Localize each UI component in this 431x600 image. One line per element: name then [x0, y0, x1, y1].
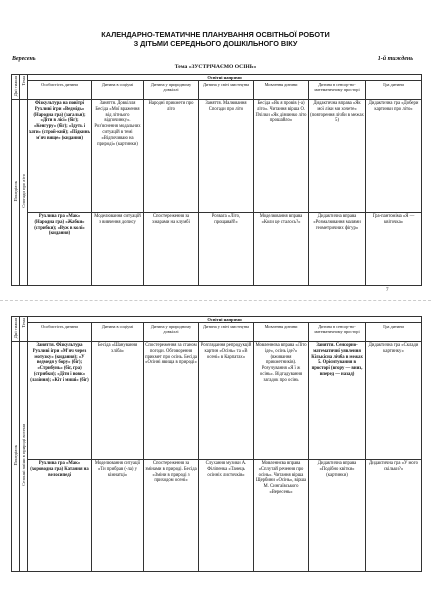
header-col: Дитина у світі мистецтва — [199, 81, 254, 100]
header-day: Дні тижня — [12, 75, 20, 100]
table-cell: Слухання музики А. Філіпенка «Танець осінніх листочків» — [199, 460, 254, 572]
table-cell: Дидактична вправа «Розмалювання малями геометричних фігур» — [309, 213, 366, 286]
table-cell: Заняття. Фізкультура Рухливі ігри «М'яч через мотузку» (кидання); «У ведмедя у бору» (біг); «Стрибунь» (біг, гра) (стрибки); «Діти і вовк» (лазіння); «Кіт і миші» (біг) — [28, 342, 92, 460]
table-cell: Спостереження за хмарами на клумбі — [144, 213, 199, 286]
theme-heading — [0, 64, 431, 70]
header-col: Дитина в сенсор-но-математичному просторі — [309, 81, 366, 100]
day-cell: Понеділок — [12, 342, 20, 572]
header-col: Дитина у природному довкіллі — [144, 323, 199, 342]
topic-cell: Сезонні зміни в природі восени — [20, 342, 28, 572]
table-row — [12, 213, 422, 286]
header-col: Дитина в соціумі — [92, 81, 144, 100]
header-col: Дитина у природному довкіллі — [144, 81, 199, 100]
page-divider — [0, 300, 431, 301]
header-col: Мовлення дитини — [254, 81, 309, 100]
table-cell: Заняття. Довкілля Бесіда «Мої враження від літнього відпочинку». Роз'яснення модальних ситуацій в темі «Відпочиваю на природі» (картинки) — [92, 100, 144, 213]
table-cell: Дидактична гра «У мого скільки?» — [366, 460, 422, 572]
table-cell: Фізкультура на повітрі Рухливі ігри «Ведмідь» (Народна гра) (загальн); «Діти в лісі» (біг); «Кенгуру» (біг); «Ідуть і хати» (строй-кий); «Підкинь м'яч вище» (кидання) — [28, 100, 92, 213]
table-cell: Дидактична вправа «Подібно квітки» (картинки) — [309, 460, 366, 572]
table-row — [12, 460, 422, 572]
table-cell: Мовленнєва вправа «Сплутай речення про осінь». Читання вірша Щербини «Осінь», вірша М. Сингаївського «Вересень» — [254, 460, 309, 572]
table-cell: Розглядання репродукцій картин «Осінь» та «В осені» в Карпатах» — [199, 342, 254, 460]
table-cell: Народні прикмети про літо — [144, 100, 199, 213]
header-col: Особистість дитини — [28, 323, 92, 342]
table-cell: Мовленнєва вправа «Літо іде», осінь іде?» (вживання прикметників). Розучування «Я ї ж осінь». Відгадування загадок про осінь — [254, 342, 309, 460]
month-label: Вересень — [12, 56, 36, 62]
header-span: Освітні напрями — [28, 317, 422, 323]
table-cell: Моделювання ситуацій з вивчення допису — [92, 213, 144, 286]
header-col: Гра дитини — [366, 323, 422, 342]
table-cell: Заняття. Сенсорно-математичні уявлення Кількісна лічба в межах 5. Орієнтування в просторі (вгору — вниз, вперед — назад) — [309, 342, 366, 460]
table-cell: Дидактична вправа «Як мої ліки ми хочете» (повторення лічби в межах 5) — [309, 100, 366, 213]
table-cell: Дидактична гра «Склади картинку» — [366, 342, 422, 460]
table-cell: Спостереження за змінами в природі. Бесіда «Зміни в природі з приходом осені» — [144, 460, 199, 572]
table-cell: Спостереження за станом погоди. Обговорення прикмет про осінь. Бесіда «Осінні явища в природі» — [144, 342, 199, 460]
table-cell: Моделювання ситуації «Ти прибрав (-ла) у кімнатці» — [92, 460, 144, 572]
plan-table-2 — [11, 316, 422, 572]
theme-suffix: » — [253, 64, 257, 70]
plan-table-1 — [11, 74, 422, 286]
header-span: Освітні напрями — [28, 75, 422, 81]
table-cell: Моделювання вправа «Коли це сталось?» — [254, 213, 309, 286]
page-number: 7 — [386, 288, 389, 293]
table-cell: Гра-пантоміма «Я — квіточка» — [366, 213, 422, 286]
header-col: Дитина в соціумі — [92, 323, 144, 342]
title-line-2: З ДІТЬМИ СЕРЕДНЬОГО ДОШКІЛЬНОГО ВІКУ — [133, 39, 298, 48]
table-row — [12, 342, 422, 460]
header-col: Мовлення дитини — [254, 323, 309, 342]
table-cell: Рухлива гра «Мак» (хороводна гра) Катання на велосипеді — [28, 460, 92, 572]
theme-name: ЗУСТРІЧАЄМО ОСІНЬ — [191, 64, 254, 70]
table-cell: Розвага «Літо, прощавай!» — [199, 213, 254, 286]
header-col: Дитина у світі мистецтва — [199, 323, 254, 342]
table-cell: Заняття. Малювання Спогади про літо — [199, 100, 254, 213]
title-line-1: КАЛЕНДАРНО-ТЕМАТИЧНЕ ПЛАНУВАННЯ ОСВІТНЬОЇ РОБОТИ — [101, 30, 330, 39]
table-cell: Дидактична гра «Добери картинки про літо» — [366, 100, 422, 213]
week-label: 1-й тиждень — [377, 56, 413, 62]
document-title — [0, 30, 431, 48]
header-day: Дні тижня — [12, 317, 20, 342]
table-cell: Бесіда «Шанування хліба» — [92, 342, 144, 460]
header-col: Дитина в сенсор-но-математичному просторі — [309, 323, 366, 342]
table-cell: Бесіда «Як я провів (-а) літо». Читання вірша О. Пчілки «Як дівчинко літо прошайло» — [254, 100, 309, 213]
topic-cell: Спогади про літо — [20, 100, 28, 286]
header-topic: Тема — [20, 75, 28, 100]
table-cell: Рухлива гра «Мак» (Народна гра) «Жабки» (стрибки); «Вуж в колі» (кидання) — [28, 213, 92, 286]
header-topic: Тема — [20, 317, 28, 342]
header-col: Особистість дитини — [28, 81, 92, 100]
table-row — [12, 100, 422, 213]
theme-prefix: Тема « — [174, 64, 192, 70]
header-col: Гра дитини — [366, 81, 422, 100]
day-cell: Понеділок — [12, 100, 20, 286]
